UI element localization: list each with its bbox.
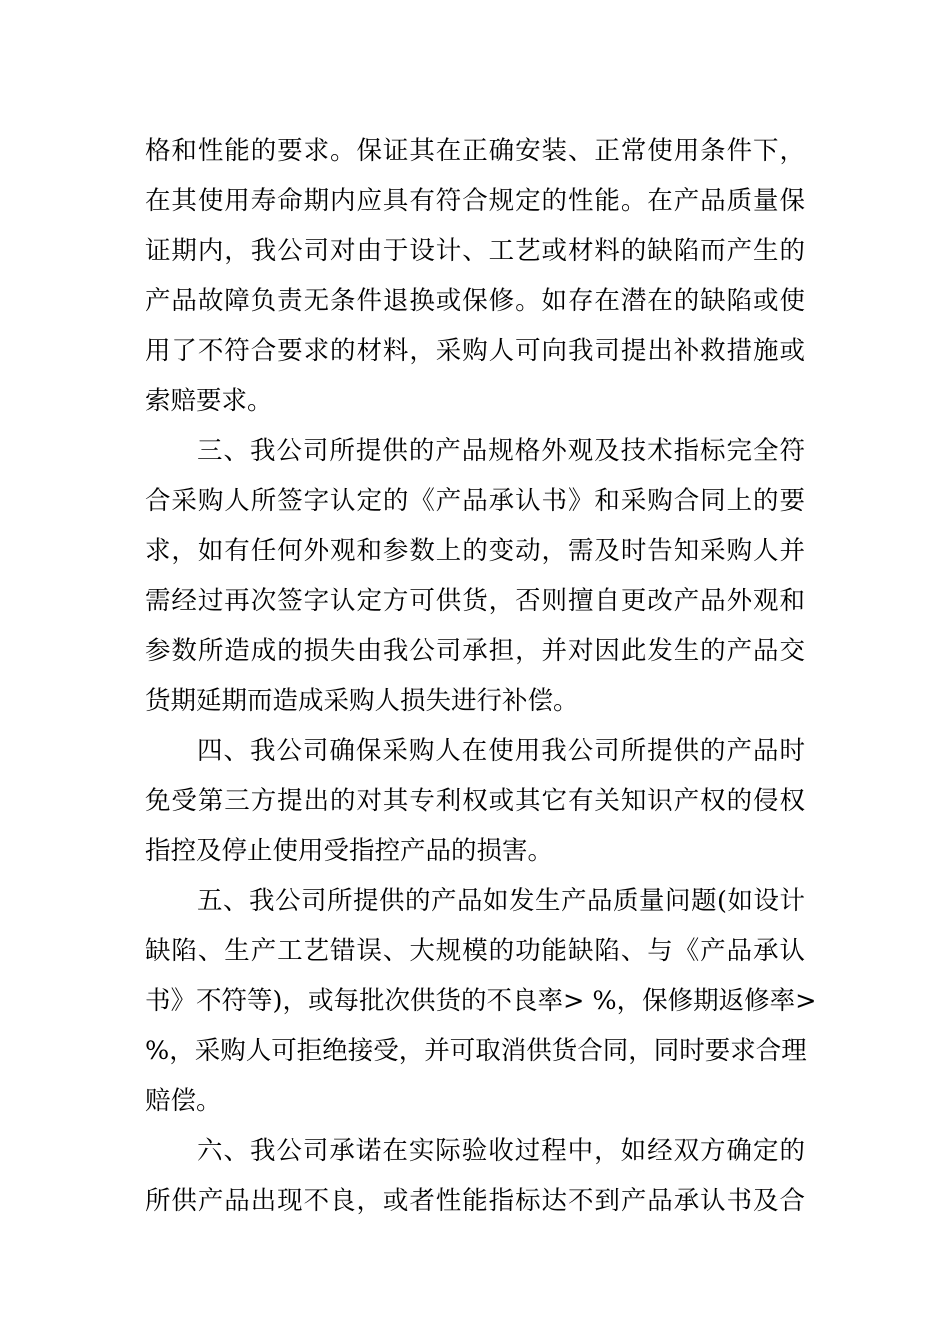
text-line: 书》不符等)，或每批次供货的不良率> %，保修期返修率>	[145, 986, 817, 1016]
paragraph-start-line: 五、我公司所提供的产品如发生产品质量问题(如设计	[197, 886, 805, 916]
paragraph-start-line: 六、我公司承诺在实际验收过程中，如经双方确定的	[197, 1136, 805, 1166]
text-line: 货期延期而造成采购人损失进行补偿。	[145, 686, 579, 716]
text-line: 赔偿。	[145, 1086, 222, 1116]
text-line: 在其使用寿命期内应具有符合规定的性能。在产品质量保	[145, 186, 805, 216]
text-line: 指控及停止使用受指控产品的损害。	[145, 836, 554, 866]
text-line: 参数所造成的损失由我公司承担，并对因此发生的产品交	[145, 636, 805, 666]
text-line: 缺陷、生产工艺错误、大规模的功能缺陷、与《产品承认	[145, 936, 805, 966]
text-line: 用了不符合要求的材料，采购人可向我司提出补救措施或	[145, 336, 805, 366]
text-line: 证期内，我公司对由于设计、工艺或材料的缺陷而产生的	[145, 236, 805, 266]
text-line: 格和性能的要求。保证其在正确安装、正常使用条件下，	[145, 136, 805, 166]
text-line: 需经过再次签字认定方可供货，否则擅自更改产品外观和	[145, 586, 805, 616]
text-line: 求，如有任何外观和参数上的变动，需及时告知采购人并	[145, 536, 805, 566]
paragraph-start-line: 三、我公司所提供的产品规格外观及技术指标完全符	[197, 436, 805, 466]
text-line: 合采购人所签字认定的《产品承认书》和采购合同上的要	[145, 486, 805, 516]
text-line: 索赔要求。	[145, 386, 273, 416]
text-line: 所供产品出现不良，或者性能指标达不到产品承认书及合	[145, 1186, 805, 1216]
text-line: 产品故障负责无条件退换或保修。如存在潜在的缺陷或使	[145, 286, 805, 316]
text-line: 免受第三方提出的对其专利权或其它有关知识产权的侵权	[145, 786, 805, 816]
paragraph-start-line: 四、我公司确保采购人在使用我公司所提供的产品时	[197, 736, 805, 766]
text-line: %，采购人可拒绝接受，并可取消供货合同，同时要求合理	[145, 1036, 807, 1066]
